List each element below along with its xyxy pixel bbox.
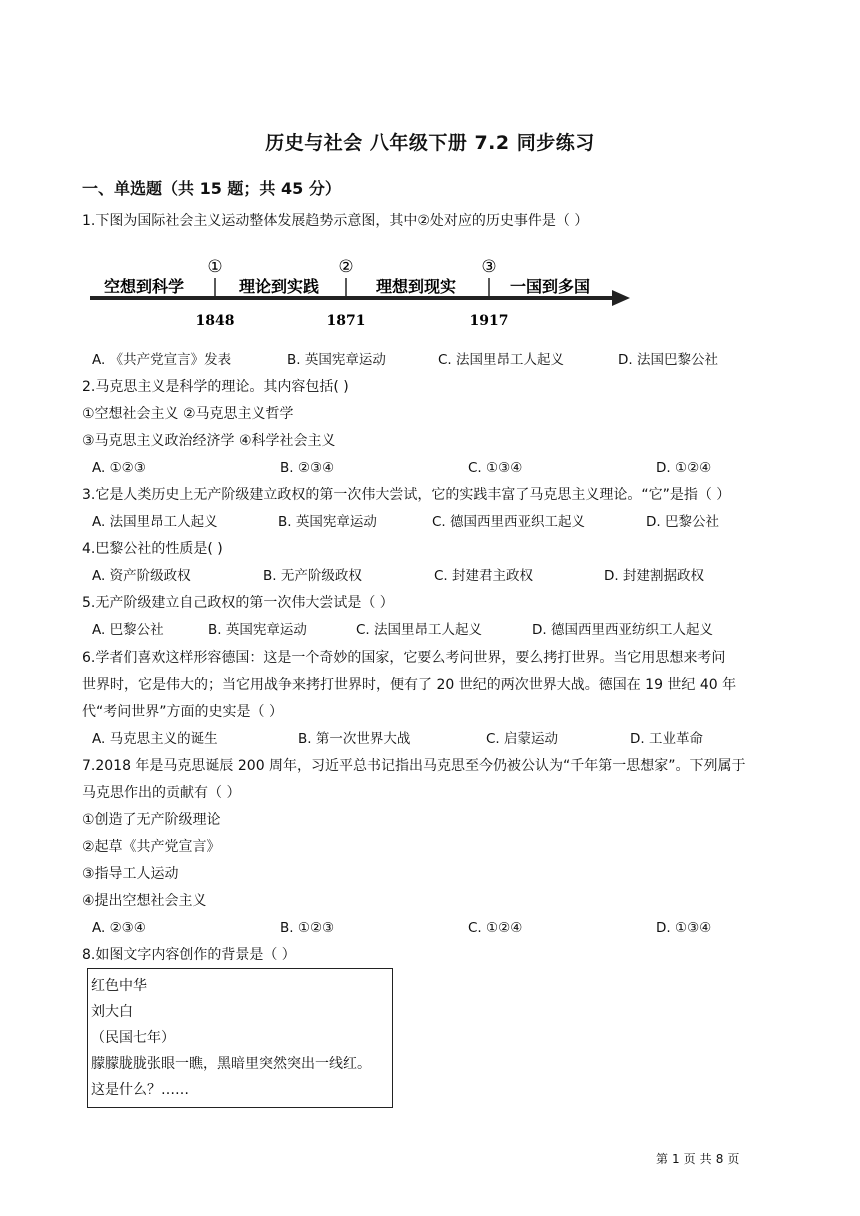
question-2-stem: 2.马克思主义是科学的理论。其内容包括( ) (82, 379, 349, 395)
timeline-year-1: 1848 (195, 313, 235, 329)
question-7-line-3: ①创造了无产阶级理论 (82, 812, 221, 828)
question-1-option-a[interactable]: A. 《共产党宣言》发表 (92, 352, 232, 368)
timeline-segment-3: 理想到现实 (375, 277, 457, 296)
timeline-figure (84, 252, 634, 332)
question-7-option-c[interactable]: C. ①②④ (468, 920, 523, 936)
question-5-option-a[interactable]: A. 巴黎公社 (92, 622, 164, 638)
question-6-option-a[interactable]: A. 马克思主义的诞生 (92, 731, 218, 747)
question-2-line-3: ③马克思主义政治经济学 ④科学社会主义 (82, 433, 336, 449)
question-4-option-b[interactable]: B. 无产阶级政权 (263, 568, 362, 584)
poem-author: 刘大白 (91, 1004, 133, 1020)
document-title: 历史与社会 八年级下册 7.2 同步练习 (265, 132, 595, 154)
question-3-option-d[interactable]: D. 巴黎公社 (646, 514, 719, 530)
timeline-marker-2: ② (338, 257, 354, 277)
timeline-segment-2: 理论到实践 (238, 277, 320, 296)
footer-part-1: 第 (656, 1152, 669, 1166)
question-3-option-b[interactable]: B. 英国宪章运动 (278, 514, 377, 530)
question-2-line-2: ①空想社会主义 ②马克思主义哲学 (82, 406, 294, 422)
question-5-option-c[interactable]: C. 法国里昂工人起义 (356, 622, 483, 638)
timeline-marker-1: ① (207, 257, 223, 277)
question-5-stem: 5.无产阶级建立自己政权的第一次伟大尝试是（ ） (82, 595, 394, 611)
question-4-stem: 4.巴黎公社的性质是( ) (82, 541, 223, 557)
footer-total-pages: 8 (715, 1152, 724, 1166)
footer-part-6: 页 (727, 1152, 740, 1166)
poem-line-2: 这是什么？…… (91, 1082, 189, 1098)
question-2-option-c[interactable]: C. ①③④ (468, 460, 523, 476)
poem-box (87, 968, 393, 1108)
question-2-option-b[interactable]: B. ②③④ (280, 460, 335, 476)
timeline-marker-3: ③ (481, 257, 497, 277)
question-1-option-d[interactable]: D. 法国巴黎公社 (618, 352, 718, 368)
question-3-option-a[interactable]: A. 法国里昂工人起义 (92, 514, 218, 530)
timeline-year-3: 1917 (469, 313, 509, 329)
question-6-option-d[interactable]: D. 工业革命 (630, 731, 703, 747)
question-7-option-d[interactable]: D. ①③④ (656, 920, 712, 936)
question-1-stem: 1.下图为国际社会主义运动整体发展趋势示意图，其中②处对应的历史事件是（ ） (82, 213, 589, 229)
question-7-option-a[interactable]: A. ②③④ (92, 920, 146, 936)
question-1-option-b[interactable]: B. 英国宪章运动 (287, 352, 386, 368)
question-2-option-a[interactable]: A. ①②③ (92, 460, 146, 476)
footer-part-3: 页 (683, 1152, 696, 1166)
question-4-option-c[interactable]: C. 封建君主政权 (434, 568, 534, 584)
question-3-stem: 3.它是人类历史上无产阶级建立政权的第一次伟大尝试，它的实践丰富了马克思主义理论。“它”是指（ ） (82, 487, 731, 503)
question-7-line-2: 马克思作出的贡献有（ ） (82, 785, 241, 801)
question-6-stem: 6.学者们喜欢这样形容德国：这是一个奇妙的国家，它要么考问世界，要么拷打世界。当它用思想来考问 (82, 650, 726, 666)
timeline-arrowhead (612, 290, 630, 306)
question-6-option-b[interactable]: B. 第一次世界大战 (298, 731, 411, 747)
question-6-line-3: 代“考问世界”方面的史实是（ ） (82, 704, 283, 720)
timeline-svg (84, 252, 634, 332)
poem-date: （民国七年） (91, 1030, 175, 1046)
question-5-option-d[interactable]: D. 德国西里西亚纺织工人起义 (532, 622, 713, 638)
question-5-option-b[interactable]: B. 英国宪章运动 (208, 622, 307, 638)
poem-line-1: 朦朦胧胧张眼一瞧，黑暗里突然突出一线红。 (91, 1056, 371, 1072)
question-7-line-4: ②起草《共产党宣言》 (82, 839, 221, 855)
question-4-option-a[interactable]: A. 资产阶级政权 (92, 568, 191, 584)
question-7-option-b[interactable]: B. ①②③ (280, 920, 335, 936)
question-6-line-2: 世界时，它是伟大的；当它用战争来拷打世界时，便有了 20 世纪的两次世界大战。德国在 19 世纪 40 年 (82, 677, 737, 693)
question-1-option-c[interactable]: C. 法国里昂工人起义 (438, 352, 565, 368)
question-4-option-d[interactable]: D. 封建割据政权 (604, 568, 704, 584)
question-8-stem: 8.如图文字内容创作的背景是（ ） (82, 947, 296, 963)
page-footer (656, 1150, 743, 1167)
footer-part-4: 共 (699, 1152, 712, 1166)
question-2-option-d[interactable]: D. ①②④ (656, 460, 712, 476)
timeline-segment-1: 空想到科学 (103, 277, 185, 296)
question-3-option-c[interactable]: C. 德国西里西亚织工起义 (432, 514, 586, 530)
question-6-option-c[interactable]: C. 启蒙运动 (486, 731, 559, 747)
footer-current-page: 1 (672, 1152, 680, 1166)
section-heading: 一、单选题（共 15 题；共 45 分） (82, 179, 341, 198)
question-7-stem: 7.2018 年是马克思诞辰 200 周年，习近平总书记指出马克思至今仍被公认为“千年第一思想家”。下列属于 (82, 758, 746, 774)
question-7-line-6: ④提出空想社会主义 (82, 893, 207, 909)
timeline-segment-4: 一国到多国 (509, 277, 591, 296)
timeline-year-2: 1871 (326, 313, 366, 329)
question-7-line-5: ③指导工人运动 (82, 866, 179, 882)
poem-title: 红色中华 (91, 978, 147, 994)
